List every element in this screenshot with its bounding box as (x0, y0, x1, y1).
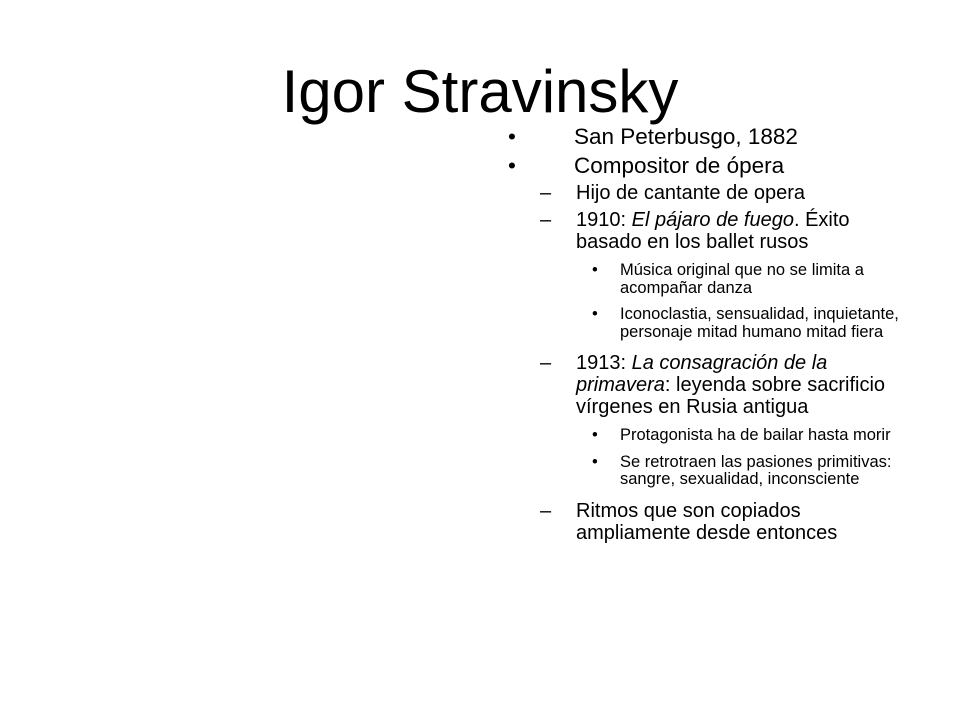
point-protagonist (500, 427, 900, 445)
sub-bullet-text: Ritmos que son copiados ampliamente desde entonces (576, 499, 838, 544)
bullet-text: San Peterbusgo, 1882 (574, 124, 798, 149)
dash-marker: – (540, 352, 552, 374)
sub-bullet-parent (500, 182, 900, 204)
bullet-birthplace (500, 124, 900, 150)
slide-content (500, 124, 900, 544)
work-title: La consagración de la primavera (576, 352, 828, 396)
point-text: Iconoclastia, sensualidad, inquietante, personaje mitad humano mitad fiera (620, 305, 899, 341)
slide-title: Igor Stravinsky (281, 58, 679, 125)
dash-marker: – (540, 182, 552, 204)
dash-marker: – (540, 499, 552, 522)
sub-bullet-text (576, 209, 900, 253)
point-text: Protagonista ha de bailar hasta morir (620, 426, 891, 444)
point-primitive-passions (500, 454, 900, 489)
bullet-marker: • (592, 305, 598, 323)
year-lead: 1913: (576, 352, 632, 374)
sub-bullet-rhythms (500, 500, 900, 544)
work-title: El pájaro de fuego (631, 209, 794, 231)
dash-marker: – (540, 209, 552, 231)
point-text: Música original que no se limita a acompañar danza (620, 261, 864, 297)
sub-bullet-firebird (500, 209, 900, 253)
bullet-text: Compositor de ópera (574, 153, 785, 178)
bullet-marker: • (592, 426, 598, 444)
description: . Éxito basado en los ballet rusos (576, 209, 850, 253)
point-iconoclasm (500, 306, 900, 341)
bullet-marker: • (508, 153, 516, 178)
sub-bullet-text: Hijo de cantante de opera (576, 182, 806, 204)
sub-bullet-rite-of-spring (500, 352, 900, 418)
bullet-marker: • (508, 124, 516, 149)
sub-bullet-text (576, 352, 900, 418)
point-original-music (500, 262, 900, 297)
bullet-opera-composer (500, 153, 900, 179)
description: : leyenda sobre sacrificio vírgenes en Rusia antigua (576, 374, 886, 418)
year-lead: 1910: (576, 209, 632, 231)
bullet-marker: • (592, 452, 598, 471)
point-text: Se retrotraen las pasiones primitivas: sangre, sexualidad, inconsciente (620, 452, 892, 488)
bullet-marker: • (592, 261, 598, 279)
